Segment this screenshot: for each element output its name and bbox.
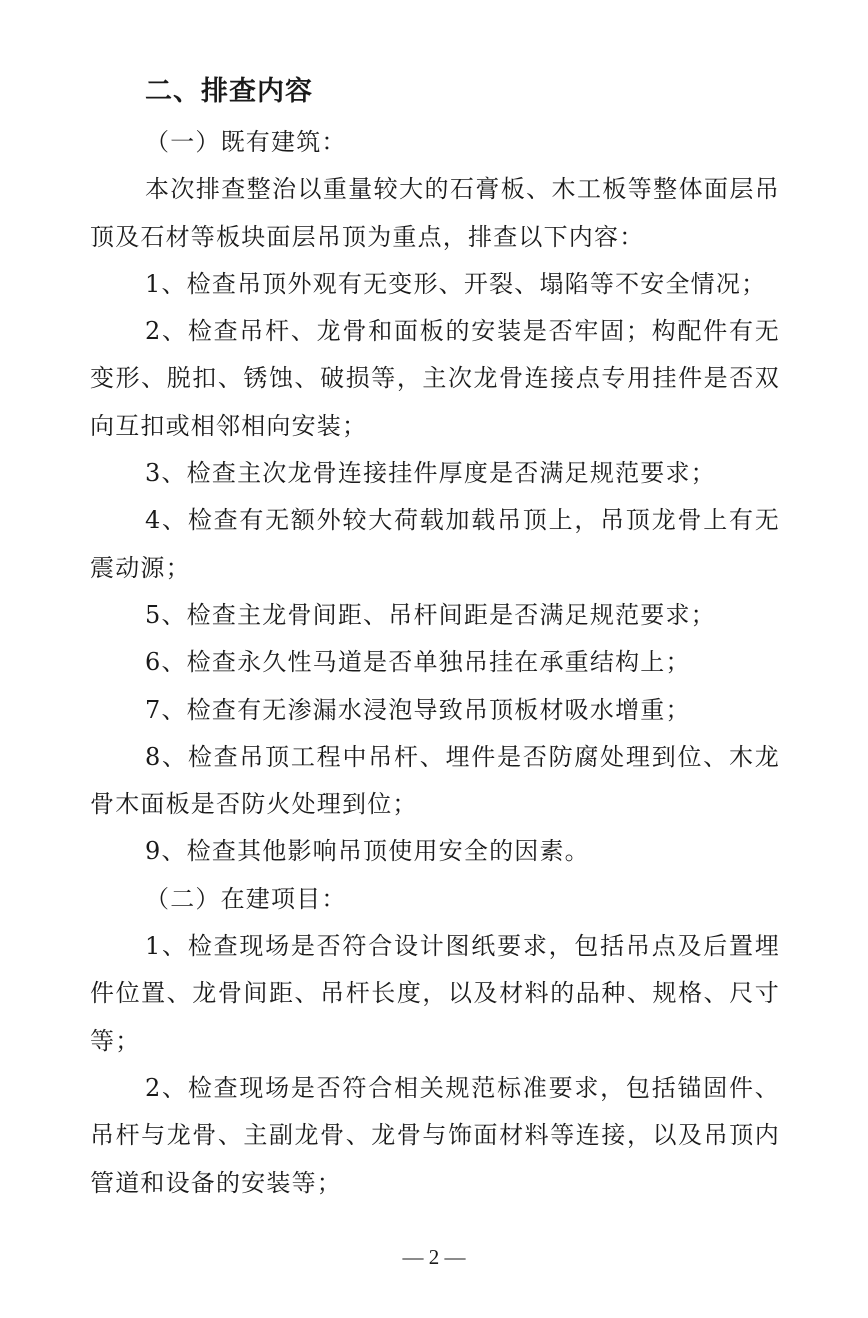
existing-item-1: 1、检查吊顶外观有无变形、开裂、塌陷等不安全情况； xyxy=(145,269,767,298)
page-number: — 2 — xyxy=(402,1245,466,1269)
intro-paragraph: 本次排查整治以重量较大的石膏板、木工板等整体面层吊顶及石材等板块面层吊顶为重点，排查以下内容： xyxy=(90,175,780,251)
existing-item-8: 8、检查吊顶工程中吊杆、埋件是否防腐处理到位、木龙骨木面板是否防火处理到位； xyxy=(90,742,780,819)
construction-item-2: 2、检查现场是否符合相关规范标准要求，包括锚固件、吊杆与龙骨、主副龙骨、龙骨与饰面材料等连接，以及吊顶内管道和设备的安装等； xyxy=(90,1073,780,1197)
existing-item-3: 3、检查主次龙骨连接挂件厚度是否满足规范要求； xyxy=(145,459,716,488)
existing-item-7: 7、检查有无渗漏水浸泡导致吊顶板材吸水增重； xyxy=(145,695,691,724)
existing-item-2: 2、检查吊杆、龙骨和面板的安装是否牢固；构配件有无变形、脱扣、锈蚀、破损等，主次龙骨连接点专用挂件是否双向互扣或相邻相向安装； xyxy=(90,317,780,440)
existing-item-6: 6、检查永久性马道是否单独吊挂在承重结构上； xyxy=(145,648,691,677)
subsection-heading-existing: （一）既有建筑： xyxy=(145,128,347,156)
subsection-heading-construction: （二）在建项目： xyxy=(145,884,347,913)
construction-item-1: 1、检查现场是否符合设计图纸要求，包括吊点及后置埋件位置、龙骨间距、吊杆长度，以及材料的品种、规格、尺寸等； xyxy=(90,932,780,1055)
existing-item-4: 4、检查有无额外较大荷载加载吊顶上，吊顶龙骨上有无震动源； xyxy=(90,506,780,582)
existing-item-5: 5、检查主龙骨间距、吊杆间距是否满足规范要求； xyxy=(145,600,716,629)
section-heading: 二、排查内容 xyxy=(145,76,313,107)
document-body xyxy=(90,119,780,1207)
existing-item-9: 9、检查其他影响吊顶使用安全的因素。 xyxy=(145,837,590,866)
